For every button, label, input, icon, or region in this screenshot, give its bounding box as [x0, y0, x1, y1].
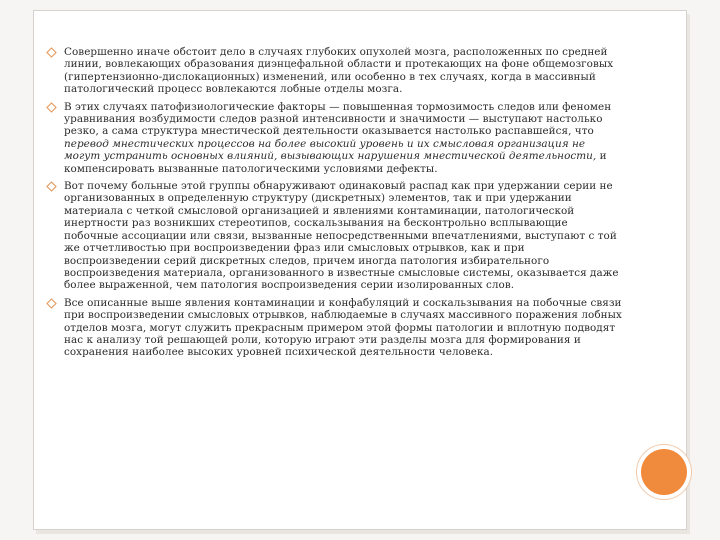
paragraph-text: Все описанные выше явления контаминации и конфабуляций и соскальзывания на побочные связи при воспроизведении смысловых отрывков, наблюдаемые в случаях массивного поражения лобных отделов мозга, могут служить прекрасным примером этой формы патологии и вплотную подводят нас к анализу той решающей роли, которую играют эти разделы мозга для формирования и сохранения наиболее высоких уровней психической деятельности человека.	[64, 296, 622, 359]
diamond-bullet-icon	[46, 181, 57, 192]
paragraph-italic-text: перевод мнестических процессов на более высокий уровень и их смысловая организация не могут устранить основных влияний, вызывающих нарушения мнестической деятельности,	[64, 137, 597, 163]
bullet-list	[46, 46, 622, 364]
diamond-bullet-icon	[46, 47, 57, 58]
paragraph-text-start: В этих случаях патофизиологические факторы — повышенная тормозимость следов или феномен уравнивания возбудимости следов разной интенсивности и значимости — выступают настолько резко, а сама структура мнестической деятельности оказывается настолько распавшейся, что	[64, 100, 612, 138]
list-item	[46, 297, 622, 359]
list-item	[46, 180, 622, 292]
list-item	[46, 101, 622, 175]
orange-circle-decoration	[641, 449, 687, 495]
diamond-bullet-icon	[46, 298, 57, 309]
list-item	[46, 46, 622, 96]
diamond-bullet-icon	[46, 102, 57, 113]
paragraph-text-end: и компенсировать вызванные патологическими условиями дефекты.	[64, 150, 607, 175]
paragraph-text: Вот почему больные этой группы обнаруживают одинаковый распад как при удержании серии не организованных в определенную структуру (дискретных) элементов, так и при удержании материала с четкой смысловой организацией и явлениями контаминации, патологической инертности раз возникших стереотипов, соскальзывания на бесконтрольно всплывающие побочные ассоциации или связи, вызванные непосредственными впечатлениями, выступают с той же отчетливостью при воспроизведении фраз или смысловых отрывков, как и при воспроизведении серий дискретных следов, причем иногда патология избирательного воспроизведения материала, организованного в известные смысловые системы, оказывается даже более выраженной, чем патология воспроизведения серии изолированных слов.	[64, 180, 619, 292]
paragraph-text: Совершенно иначе обстоит дело в случаях глубоких опухолей мозга, расположенных по средней линии, вовлекающих образования диэнцефальной области и протекающих на фоне общемозговых (гипертензионно-дислокационных) изменений, или особенно в тех случаях, когда в массивный патологический процесс вовлекаются лобные отделы мозга.	[64, 46, 614, 96]
